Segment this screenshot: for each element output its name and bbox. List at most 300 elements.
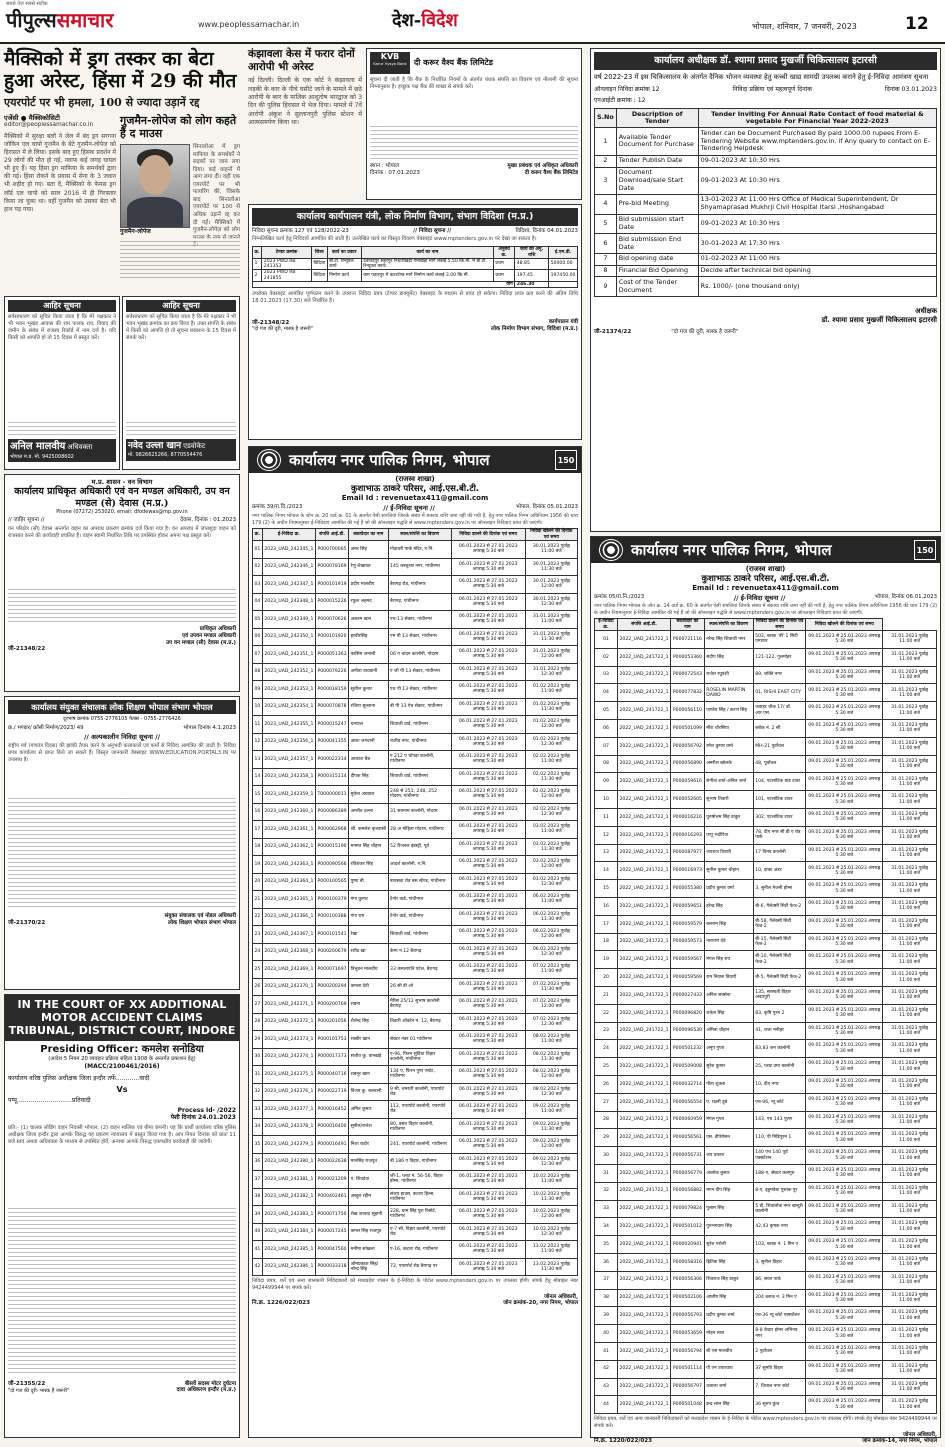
table-row <box>595 1342 937 1360</box>
table-row <box>253 1188 578 1206</box>
table-row <box>595 684 937 702</box>
table-cell: P000015247 <box>315 716 348 734</box>
table-cell: P000071697 <box>315 961 348 979</box>
table-cell: 09.01.2023 से 25.01.2023 अपराह्न 5:30 बजे <box>806 1093 883 1111</box>
table-cell: 2022_UAD_241722_1 <box>618 915 671 933</box>
table-row <box>595 1093 937 1111</box>
table-cell: P000059651 <box>671 897 705 915</box>
table-cell: 07 <box>595 737 618 755</box>
table-cell: 6 <box>595 234 617 254</box>
story-email: editor@peoplessamachar.co.in <box>4 121 94 128</box>
table-cell: 11 <box>253 716 263 734</box>
court-tagline: "दो गज की दूरी- मास्क है जरूरी" <box>8 1387 70 1394</box>
table-cell: P000101920 <box>315 628 348 646</box>
table-cell: 2022_UAD_241722_1 <box>618 702 671 720</box>
table-cell: दतावदपुर सहरपुर निधारीखेड़ी गमाखेड़ा मार्ग लंबाई 5.50 कि.मी. में बी.टी. रिन्यूवल कार्य। <box>361 258 493 270</box>
table-cell: मनीषा सांखला <box>349 1241 388 1259</box>
table-cell: 2023_UAD_242376_1 <box>262 1083 315 1101</box>
table-cell: 06.01.2023 से 27.01.2023 अपराह्न 5:30 बजे <box>451 978 525 996</box>
table-cell: 2022_UAD_241722_1 <box>618 755 671 773</box>
vidisha-ref: जी-21348/22 <box>252 319 290 326</box>
table-cell: P000056890 <box>671 755 705 773</box>
table-cell: P000016973 <box>671 862 705 880</box>
table-cell: संजीव कु. वानखड़े <box>349 1048 388 1066</box>
table-cell: P000040716 <box>315 1066 348 1084</box>
table-cell: 2023_UAD_242359_1 <box>262 786 315 804</box>
table-cell: 2022_UAD_241722_1 <box>618 1111 671 1129</box>
table-cell: 2023_UAD_242380_1 <box>262 1153 315 1171</box>
table-cell: P000033318 <box>315 1258 348 1276</box>
table-header-cell: ई.एम.डी. <box>549 247 578 259</box>
table-cell: 04 <box>595 684 618 702</box>
table-cell: 31.01.2023 पूर्वाह्न 11:00 बजे <box>883 1218 937 1236</box>
table-row <box>595 844 937 862</box>
table-cell: रमेश कुमार वर्मा <box>704 737 753 755</box>
table-cell: सुरेश परोली <box>704 1236 753 1254</box>
table-cell: 13.02.2023 पूर्वाह्न 11:30 बजे <box>525 1258 577 1276</box>
table-cell: 31.01.2023 पूर्वाह्न 11:00 बजे <box>883 897 937 915</box>
table-cell: 13 <box>595 844 618 862</box>
table-cell: 37 सुमति विहार <box>753 1360 806 1378</box>
table-cell: 04 <box>253 593 263 611</box>
aahir-left-name: अनिल मालवीय <box>10 441 66 452</box>
table-cell: ए. रक्षनी दुबे <box>704 1093 753 1111</box>
table-cell: P000059579 <box>671 915 705 933</box>
table-cell: 31.01.2023 पूर्वाह्न 11:00 बजे <box>883 844 937 862</box>
table-cell: 01.02.2023 पूर्वाह्न 12:30 बजे <box>525 733 577 751</box>
table-cell: 2023_UAD_242366_1 <box>262 908 315 926</box>
table-row <box>253 891 578 909</box>
table-cell: 2 <box>595 155 617 167</box>
table-cell: 2022_UAD_241722_1 <box>618 1325 671 1343</box>
table-cell: पाण्डेय सिंह / करण सिंह <box>704 702 753 720</box>
aahir-left-address: भोपाल म.प्र. मो. 9425008602 <box>10 453 74 460</box>
table-cell: 2022_UAD_241722_1 <box>618 862 671 880</box>
table-row <box>595 1182 937 1200</box>
table-row <box>595 1075 937 1093</box>
bmc20-table <box>252 528 578 1276</box>
table-cell: P000047560 <box>315 1241 348 1259</box>
forest-date: देवास, दिनांक : 01.2023 <box>180 517 236 524</box>
bmc20-letter-no: क्रमांक 39/रा.वि./2023 <box>252 504 303 511</box>
table-header-cell: Description of Tender <box>616 108 698 128</box>
table-cell: 134 ए, फिरन पुष्प एस्टेट, गांधीनगर <box>388 1066 451 1084</box>
brand-part1: पीपुल्स <box>6 8 57 32</box>
table-cell: राजीव नगर, गांधीनगर <box>388 733 451 751</box>
table-cell: सुशील कुमार <box>349 681 388 699</box>
table-cell: 31.01.2023 पूर्वाह्न 11:00 बजे <box>883 1129 937 1147</box>
table-cell: 16 <box>253 803 263 821</box>
table-cell: 01.02.2023 पूर्वाह्न 11:30 बजे <box>525 698 577 716</box>
vidisha-tagline: "दो गज की दूरी, मास्क है जरूरी" <box>252 326 313 333</box>
table-cell: शबना <box>349 996 388 1014</box>
table-cell: 06.01.2023 से 27.01.2023 अपराह्न 5:30 बजे <box>451 908 525 926</box>
table-cell: बलराम सिंह <box>704 915 753 933</box>
table-cell: 06.01.2023 से 27.01.2023 अपराह्न 5:30 बजे <box>451 1153 525 1171</box>
aahir-right-name: नवेद उल्ला खान <box>128 441 182 451</box>
table-cell: 2022_UAD_241722_1 <box>618 933 671 951</box>
table-cell: ब्लॉक नं. 2 सी <box>753 720 806 738</box>
table-cell: ए-96, फिरन सुविधा विहार कालोनी, गांधीनगर <box>388 1048 451 1066</box>
table-cell: P000056731 <box>671 1147 705 1165</box>
bmc20-ref: नि.क्र. 1226/022/023 <box>252 1300 311 1307</box>
court-process-id: Process Id- /2022 <box>177 1106 236 1114</box>
table-row <box>595 1307 937 1325</box>
table-cell: 09.01.2023 से 25.01.2023 अपराह्न 5:30 बजे <box>806 755 883 773</box>
table-cell: प्रदीप मालवीय <box>349 576 388 594</box>
table-cell: निर्माण कार्य <box>327 270 361 282</box>
table-cell: 31.01.2023 पूर्वाह्न 11:00 बजे <box>883 1147 937 1165</box>
table-cell: 2023_UAD_242351_1 <box>262 646 315 664</box>
table-cell: Bid opening date <box>616 253 698 265</box>
table-cell: 09.01.2023 से 25.01.2023 अपराह्न 5:30 बजे <box>806 648 883 666</box>
table-row <box>595 253 937 265</box>
table-cell: 39 <box>253 1206 263 1224</box>
table-cell: 31.01.2023 पूर्वाह्न 11:00 बजे <box>883 737 937 755</box>
table-cell: प्रदीप कुमार वर्मा <box>704 880 753 898</box>
bmc14-date: भोपाल, दिनांक 06.01.2023 <box>874 594 937 601</box>
table-cell: 09.01.2023 से 25.01.2023 अपराह्न 5:30 बजे <box>806 951 883 969</box>
vidisha-notice-head: // निविदा सूचना // <box>413 227 452 234</box>
table-cell: 03.02.2023 पूर्वाह्न 12:30 बजे <box>525 873 577 891</box>
table-cell: 06.01.2023 से 27.01.2023 अपराह्न 5:30 बजे <box>451 1206 525 1224</box>
bmc14-letter-no: क्रमांक 05/रा.नि./2023 <box>594 594 645 601</box>
table-cell: विजय कु. बलवानी <box>349 1083 388 1101</box>
aahir-right-text: सर्वसाधारण को सूचित किया जाता है कि मेरे पक्षकार ने भी भवन भूखंड क्रमांक का क्रय किया है। उक्त संपत्ति के संबंध में किसी को आपत्ति हो तो सूचना प्रकाशन के 15 दिवस में संपर्क करें। <box>126 314 236 342</box>
table-cell: 502, ब्लाक 'बी' 1 सिटी एम्पायर <box>753 631 806 649</box>
aahir-right-address: मो. 9826625266, 8770554476 <box>128 452 203 459</box>
table-cell: 09.01.2023 से 25.01.2023 अपराह्न 5:30 बजे <box>806 702 883 720</box>
table-cell: 9 <box>595 277 617 297</box>
table-cell: P000315114 <box>315 768 348 786</box>
table-cell: 31.01.2023 पूर्वाह्न 11:00 बजे <box>883 684 937 702</box>
table-cell: P000200294 <box>315 978 348 996</box>
table-row <box>595 1129 937 1147</box>
table-cell: श्री. कमलेश बृजवासी <box>349 821 388 839</box>
table-cell: 31.01.2023 पूर्वाह्न 11:00 बजे <box>883 969 937 987</box>
table-cell: 2023_UAD_242355_1 <box>262 716 315 734</box>
table-cell: P000017373 <box>315 1048 348 1066</box>
table-cell: 10 <box>253 698 263 716</box>
table-row <box>253 1031 578 1049</box>
table-row <box>595 1058 937 1076</box>
table-row <box>253 611 578 629</box>
table-cell: ग्राम पठारपुर में कटरटेण्ड मार्ग निर्माण कार्य लंबाई 3.00 कि.मी. <box>361 270 493 282</box>
table-cell: Tender can be Document Purchased By paid 1000.00 rupees From E-Tendering Website www.mptenders.gov.in. if Any query to contact on E-Tendering Helpdesk <box>698 128 936 155</box>
table-cell: 2023_UAD_242382_1 <box>262 1188 315 1206</box>
table-cell: P000077832 <box>671 684 705 702</box>
table-row <box>253 996 578 1014</box>
table-cell: संजय हाउस, कटारा हिल्स, गांधीनगर <box>388 1188 451 1206</box>
table-cell: 2023_UAD_242386_1 <box>262 1258 315 1276</box>
table-row <box>253 803 578 821</box>
table-row <box>595 1200 937 1218</box>
table-header-cell: निविदा खोलने की दिनांक एवं समय <box>806 619 883 631</box>
table-header-cell: क्र. <box>253 247 262 259</box>
table-cell: P000100565 <box>315 873 348 891</box>
table-cell: 09.01.2023 से 25.01.2023 अपराह्न 5:30 बजे <box>806 1058 883 1076</box>
table-cell: 31.01.2023 पूर्वाह्न 11:00 बजे <box>883 951 937 969</box>
forest-sign3: उप वन मण्डल (सी) देवास (म.प्र.) <box>166 639 236 646</box>
table-cell: रजिया सुल्ताना <box>349 698 388 716</box>
table-cell: 23 <box>595 1022 618 1040</box>
table-cell: जयराज तिवारी <box>704 844 753 862</box>
table-cell: 31.01.2023 पूर्वाह्न 11:00 बजे <box>883 986 937 1004</box>
forest-sign2: एवं उपवन मण्डल अधिकारी <box>182 632 236 639</box>
table-row <box>595 809 937 827</box>
table-cell: P000070626 <box>315 611 348 629</box>
bmc20-intro: नगर पालिक निगम भोपाल के जोन क्र. 20 वार्ड क्र. 01 के अंतर्गत ऐसी संपत्तियां जिनके संबंध में बकाया राशि जमा नहीं की गयी है, हेतु नगर पालिक निगम अधिनियम 1956 की धारा 179 (2) के अधीन नियमानुसार ई-निविदाएं आमंत्रित की गई हैं जो की ऑनलाइन पद्धति से www.mptenders.gov.in पर ऑनलाइन निविदाएं प्राप्त की जाएंगी। <box>252 513 578 526</box>
table-cell: 26 सी डी ओ <box>388 978 451 996</box>
table-cell: 05 <box>253 611 263 629</box>
table-cell: P000059573 <box>671 933 705 951</box>
table-cell: 09.01.2023 से 25.01.2023 अपराह्न 5:30 बजे <box>806 1271 883 1289</box>
table-cell: P000053360 <box>671 648 705 666</box>
table-cell: P000052605 <box>671 791 705 809</box>
table-cell: बी-5, गैलेक्सी सिटी फेज-2 <box>753 969 806 987</box>
table-cell: 28 अ मोहिता गोदरम, गांधीनगर <box>388 821 451 839</box>
table-cell: ओमप्रकाश सिंह/नरेन्द्र सिंह <box>349 1258 388 1276</box>
table-cell: 1 <box>595 128 617 155</box>
table-cell: 101, एटलांटिक टावर <box>753 791 806 809</box>
itarsi-hospital-notice <box>590 48 941 532</box>
table-cell: 01.02.2023 पूर्वाह्न 11:00 बजे <box>525 681 577 699</box>
table-cell: 28 <box>253 1013 263 1031</box>
table-cell: आशीष सिंह <box>704 1289 753 1307</box>
table-total-row <box>253 281 578 287</box>
table-cell: P000721116 <box>671 631 705 649</box>
vidisha-table <box>252 246 578 288</box>
table-cell: P000056110 <box>671 702 705 720</box>
table-cell: 2023_UAD_242381_1 <box>262 1171 315 1189</box>
bmc-150-logo-icon: 150 <box>555 450 577 470</box>
table-cell: 2023_UAD_242364_1 <box>262 873 315 891</box>
table-cell: 2022_UAD_241722_1 <box>618 1075 671 1093</box>
table-cell: 2022_UAD_241722_1 <box>618 1271 671 1289</box>
table-cell: 2023_UAD_242356_1 <box>262 733 315 751</box>
court-case-no: (MACC/2100461/2016) <box>84 1062 160 1070</box>
table-cell: P000071750 <box>315 1206 348 1224</box>
table-cell: 2023_UAD_242370_1 <box>262 978 315 996</box>
table-cell: 140 एच 140 पूर्व एक्सटेंशन <box>753 1147 806 1165</box>
table-cell: बी-10, गैलेक्सी सिटी फेज-2 <box>753 951 806 969</box>
table-cell: 2022_UAD_241722_1 <box>618 1040 671 1058</box>
table-cell: विदिशा <box>311 270 327 282</box>
table-cell: P000502106 <box>671 1289 705 1307</box>
table-row <box>595 1022 937 1040</box>
table-cell: 31.01.2023 पूर्वाह्न 11:00 बजे <box>883 826 937 844</box>
table-cell: 09-01-2023 At 10:30 Hrs <box>698 155 936 167</box>
story-headline: मैक्सिको में ड्रग तस्कर का बेटा हुआ अरेस्ट, हिंसा में 29 की मौत <box>4 48 237 93</box>
court-line2: MOTOR ACCIDENT CLAIMS <box>41 1011 203 1025</box>
table-cell: 09.01.2023 से 25.01.2023 अपराह्न 5:30 बजे <box>806 631 883 649</box>
kvb-logo-sub: Karur Vysya Bank <box>373 61 407 66</box>
table-cell: 15 <box>253 786 263 804</box>
table-cell: 06.01.2023 से 27.01.2023 अपराह्न 5:30 बजे <box>451 751 525 769</box>
table-cell: मीरा चौरसिया <box>704 720 753 738</box>
table-cell: 08.02.2023 पूर्वाह्न 12:30 बजे <box>525 1083 577 1101</box>
bmc20-notice-head: // ई-निविदा सूचना // <box>383 504 435 513</box>
table-cell: 2022_UAD_241722_1 <box>618 1147 671 1165</box>
table-row <box>253 856 578 874</box>
table-cell: 10, दांका अंडर <box>753 862 806 880</box>
table-cell: 2022_UAD_241722_1 <box>618 897 671 915</box>
table-cell: बी एस मालवीय <box>704 1342 753 1360</box>
table-cell: 2023_UAD_242367_1 <box>262 926 315 944</box>
table-cell: शैलेन्द्र सिंह <box>349 1013 388 1031</box>
table-cell: 09 <box>253 681 263 699</box>
itarsi-table <box>594 108 937 298</box>
table-cell: 38 <box>595 1289 618 1307</box>
table-cell: अकरम खान <box>349 611 388 629</box>
table-cell: 2023_UAD_242372_1 <box>262 1013 315 1031</box>
table-cell: 06.01.2023 से 27.01.2023 अपराह्न 5:30 बजे <box>451 996 525 1014</box>
table-cell: 02.02.2023 पूर्वाह्न 12:30 बजे <box>525 803 577 821</box>
vidisha-pwd-notice <box>248 204 582 440</box>
table-cell: P000056797 <box>671 1378 705 1396</box>
table-cell: P000060959 <box>671 1111 705 1129</box>
table-cell: 01 <box>595 631 618 649</box>
kvb-text: सूचना दी जाती है कि बैंक के निर्धारित नियमों के अंतर्गत बंधक संपत्ति का विवरण एवं नीलामी की सूचना निम्नानुसार है। इच्छुक पक्ष बैंक की शाखा से संपर्क करें। <box>370 77 578 91</box>
table-cell: सुभाष तिवारी <box>704 791 753 809</box>
table-row <box>595 1004 937 1022</box>
aahir-left-text: सर्वसाधारण को सूचित किया जाता है कि मेरे पक्षकार ने भी भवन भूखंड आवास की राम पालक राय, विवाद की जमीन के संबंध में राजस्व रिकॉर्ड में नाम दर्ज है। यदि किसी को आपत्ति हो तो 15 दिवस में प्रस्तुत करें। <box>8 314 116 342</box>
table-row <box>595 1218 937 1236</box>
section-title <box>392 10 458 33</box>
table-cell: 09.01.2023 से 25.01.2023 अपराह्न 5:30 बजे <box>806 1253 883 1271</box>
table-cell: 2023_UAD_242385_1 <box>262 1241 315 1259</box>
table-cell: 2023_UAD_242358_1 <box>262 768 315 786</box>
table-row <box>595 951 937 969</box>
main-story <box>4 48 240 278</box>
table-cell: 03.02.2023 पूर्वाह्न 12:00 बजे <box>525 856 577 874</box>
bmc14-table <box>594 618 937 1414</box>
table-cell: 112, एयरपोर्ट कालोनी, एयरपोर्ट रोड <box>388 1101 451 1119</box>
table-cell: 09.01.2023 से 25.01.2023 अपराह्न 5:30 बजे <box>806 862 883 880</box>
table-row <box>253 1258 578 1276</box>
table-row <box>253 716 578 734</box>
table-cell: 07.02.2023 पूर्वाह्न 11:30 बजे <box>525 978 577 996</box>
table-cell: एस. डीपेरोसन <box>704 1129 753 1147</box>
table-cell: 02.02.2023 पूर्वाह्न 12:00 बजे <box>525 786 577 804</box>
table-row <box>595 631 937 649</box>
table-cell: P000021209 <box>315 1171 348 1189</box>
bmc-zone14-notice <box>590 536 941 1445</box>
table-cell: 31.01.2023 पूर्वाह्न 11:00 बजे <box>883 720 937 738</box>
table-cell: 18 <box>595 933 618 951</box>
table-cell: 31.01.2023 पूर्वाह्न 11:00 बजे <box>883 862 937 880</box>
table-row <box>253 926 578 944</box>
table-cell: 3 <box>595 167 617 194</box>
table-header-cell: संपत्ति आई.डी. <box>315 529 348 541</box>
itarsi-process: निविदा प्रक्रिया एवं महत्वपूर्ण दिनांक <box>732 86 812 94</box>
table-row <box>595 897 937 915</box>
table-cell: मनमत सिंह चौहान <box>349 838 388 856</box>
forest-notice <box>4 474 240 692</box>
table-cell: 135, सरस्वती विहार अवधपुरी <box>753 986 806 1004</box>
forest-dept: म.प्र. शासन - वन विभाग <box>91 478 153 486</box>
table-row <box>253 1048 578 1066</box>
table-row <box>253 558 578 576</box>
table-cell: 44 <box>595 1396 618 1414</box>
table-cell: 09.01.2023 से 25.01.2023 अपराह्न 5:30 बजे <box>806 684 883 702</box>
table-cell: 31.01.2023 पूर्वाह्न 11:30 बजे <box>525 628 577 646</box>
table-row <box>253 270 578 282</box>
table-cell: 2023_UAD_242368_1 <box>262 943 315 961</box>
itarsi-sign2: डॉ. श्यामा प्रसाद मुखर्जी चिकित्सालय इटारसी <box>821 315 937 324</box>
vidisha-date: विदिशा, दिनांक 04.01.2023 <box>515 227 578 234</box>
table-cell: P000016491 <box>315 1136 348 1154</box>
table-cell: रेखा <box>349 926 388 944</box>
table-cell: 09.01.2023 से 25.01.2023 अपराह्न 5:30 बजे <box>806 1182 883 1200</box>
table-cell: 2022_UAD_241722_1 <box>618 880 671 898</box>
table-cell: 14 <box>253 768 263 786</box>
table-cell: P000101753 <box>315 1031 348 1049</box>
table-row <box>595 214 937 234</box>
table-cell: 2022_UAD_241722_1 <box>618 1022 671 1040</box>
table-cell: ए 212 ए चोपड़ा कालोनी, गांधीनगर <box>388 751 451 769</box>
table-cell: P000017245 <box>315 1223 348 1241</box>
education-letter-no: क्र./ भण्डार/ क्रॉसी निर्माण/2023/ 49 <box>8 724 84 731</box>
table-cell: 197.45 <box>515 270 549 282</box>
table-cell: अमरीश खोलके <box>704 755 753 773</box>
kvb-date: दिनांक : 07.01.2023 <box>370 169 420 176</box>
table-cell: 2023_UAD_242369_1 <box>262 961 315 979</box>
table-cell: 27 <box>595 1093 618 1111</box>
table-cell: 16 <box>595 897 618 915</box>
table-row <box>595 720 937 738</box>
table-cell: 2023_UAD_242379_1 <box>262 1136 315 1154</box>
table-cell: 09.01.2023 से 25.01.2023 अपराह्न 5:30 बजे <box>806 986 883 1004</box>
table-cell: 06.01.2023 से 27.01.2023 अपराह्न 5:30 बजे <box>451 926 525 944</box>
table-cell: रशीद खां <box>349 943 388 961</box>
table-cell: 31.01.2023 पूर्वाह्न 11:00 बजे <box>883 1200 937 1218</box>
table-cell: 26 <box>253 978 263 996</box>
table-cell: 104, एटलांटिक ग्रांड टावर <box>753 773 806 791</box>
table-cell: कमल सिंह राजपूत <box>349 1223 388 1241</box>
table-cell: 31.01.2023 पूर्वाह्न 11:00 बजे <box>883 933 937 951</box>
bmc-150-logo-icon: 150 <box>914 540 936 560</box>
table-cell: 2022_UAD_241722_1 <box>618 1218 671 1236</box>
table-cell: 01, RISHI EAST CITY <box>753 684 806 702</box>
table-row <box>253 1136 578 1154</box>
table-cell: 31.01.2023 पूर्वाह्न 11:00 बजे <box>883 1004 937 1022</box>
emblem-icon <box>257 449 281 471</box>
table-cell: 31.01.2023 पूर्वाह्न 11:00 बजे <box>883 880 937 898</box>
table-cell: 31.01.2023 पूर्वाह्न 11:00 बजे <box>883 1289 937 1307</box>
table-cell: 2022_UAD_241722_1 <box>618 1200 671 1218</box>
court-presiding: Presiding Officer: कमलेश सनोडिया <box>40 1043 204 1055</box>
table-cell: सुनील/राजेश <box>349 1118 388 1136</box>
table-cell: टैगोर वार्ड, गांधीनगर <box>388 908 451 926</box>
table-cell: अमित कुमार <box>349 1101 388 1119</box>
table-cell: 2023_UAD_242374_1 <box>262 1048 315 1066</box>
court-respondent: पप्पू............................प्रतिवादी <box>8 1096 91 1104</box>
table-cell: 31.01.2023 पूर्वाह्न 11:00 बजे <box>883 648 937 666</box>
table-cell: MH-21 पूर्वांचल <box>753 737 806 755</box>
bmc14-address: कुशाभाऊ ठाकरे परिसर, आई.एस.बी.टी. <box>701 573 830 584</box>
section-part2: विदेश <box>421 10 458 31</box>
table-cell: 08.02.2023 पूर्वाह्न 12:00 बजे <box>525 1066 577 1084</box>
itarsi-sign1: अधीक्षक <box>915 307 937 316</box>
table-cell: Financial Bid Opening <box>616 265 698 277</box>
table-cell: 3, सुनील मेजनी होम्स <box>753 880 806 898</box>
table-cell: 10, दीप नगर <box>753 1075 806 1093</box>
table-header-cell: संपत्ति आई.डी. <box>618 619 671 631</box>
kanjhawala-text: नई दिल्ली। दिल्ली के एक कोर्ट ने कंझावला में लड़की के कार के नीचे घसीटे जाने के मामले में छठे आरोपी के कार के मालिक आशुतोष भारद्वाज को 3 दिन की पुलिस हिरासत में भेज दिया। मामले में 7वें आरोपी अंकुश ने सुल्तानपुरी पुलिस स्टेशन में आत्मसमर्पण किया था। <box>248 77 362 127</box>
table-row <box>595 277 937 297</box>
website-link[interactable]: www.peoplessamachar.in <box>198 20 300 29</box>
